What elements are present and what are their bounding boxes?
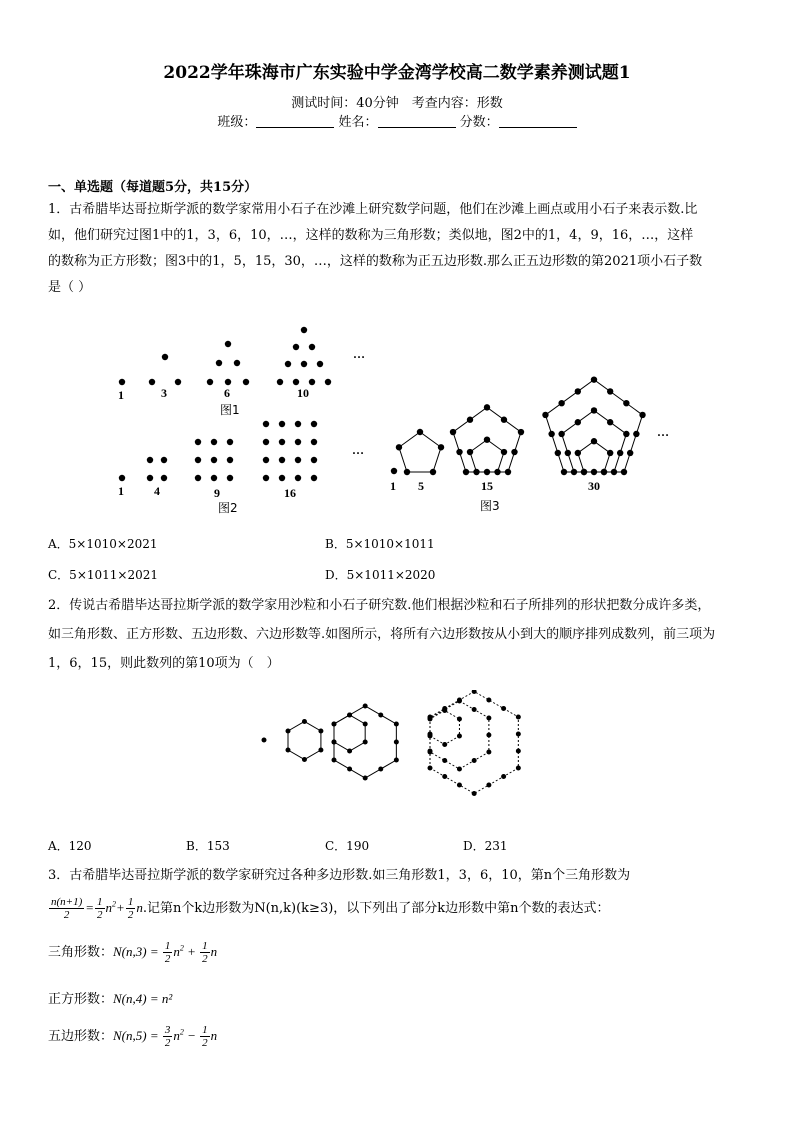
dot bbox=[286, 748, 291, 753]
dot bbox=[394, 740, 399, 745]
dot bbox=[607, 388, 613, 394]
dot bbox=[457, 767, 462, 772]
dot bbox=[591, 407, 597, 413]
dot bbox=[633, 431, 639, 437]
dot bbox=[501, 417, 507, 423]
dot bbox=[318, 748, 323, 753]
dot bbox=[542, 412, 548, 418]
q3-line-tail: .记第n个k边形数为N(n,k)(k≥3)，以下列出了部分k边形数中第n个数的表达式： bbox=[142, 901, 610, 916]
dot bbox=[627, 450, 633, 456]
figure-3-caption: 图3 bbox=[480, 499, 500, 513]
dot bbox=[548, 431, 554, 437]
class-blank[interactable] bbox=[256, 115, 334, 128]
dot bbox=[472, 791, 477, 796]
dot bbox=[262, 738, 267, 743]
dot bbox=[472, 690, 477, 694]
dot bbox=[516, 766, 521, 771]
dot bbox=[457, 783, 462, 788]
dot bbox=[119, 379, 125, 385]
q3-line: 3．古希腊毕达哥拉斯学派的数学家研究过各种多边形数.如三角形数1，3，6，10，第n个三角形数为 bbox=[48, 868, 631, 883]
label-5: 5 bbox=[418, 479, 424, 493]
dot bbox=[302, 757, 307, 762]
score-blank[interactable] bbox=[499, 115, 577, 128]
dot bbox=[332, 758, 337, 763]
q1-line: 是（ ） bbox=[48, 280, 92, 295]
dot bbox=[591, 376, 597, 382]
dot bbox=[486, 750, 491, 755]
option-a[interactable]: A．5×1010×2021 bbox=[48, 537, 158, 551]
label-1: 1 bbox=[118, 388, 124, 402]
dot bbox=[456, 449, 462, 455]
q1-figure bbox=[100, 320, 700, 520]
square-formula-expr: N(n,4) = n² bbox=[113, 991, 173, 1006]
dot bbox=[363, 722, 368, 727]
dot bbox=[486, 783, 491, 788]
dot bbox=[561, 469, 567, 475]
dot bbox=[438, 444, 444, 450]
dot bbox=[575, 419, 581, 425]
dot bbox=[511, 449, 517, 455]
dot bbox=[457, 734, 462, 739]
question-2-text bbox=[48, 593, 748, 677]
figure-1-caption: 图1 bbox=[220, 403, 240, 417]
dot bbox=[505, 469, 511, 475]
hexagonal-figure bbox=[250, 690, 550, 840]
q3-line-2: $\frac{n(n+1)}{2}$ = $\frac{1}{2}$ $n^2+$ $\frac{1}{2}$ n.记第n个k边形数为N(n,k)(k≥3)，以下列出了部分k边形数中第n个数的表达式： bbox=[51, 896, 610, 921]
option-b[interactable]: B．153 bbox=[186, 839, 230, 853]
dot bbox=[347, 713, 352, 718]
dot bbox=[430, 469, 436, 475]
dot bbox=[623, 400, 629, 406]
dot bbox=[428, 766, 433, 771]
dot bbox=[607, 450, 613, 456]
q1-line: 1．古希腊毕达哥拉斯学派的数学家常用小石子在沙滩上研究数学问题，他们在沙滩上画点或用小石子来表示数.比 bbox=[48, 202, 698, 217]
label-10: 10 bbox=[297, 386, 309, 400]
dot bbox=[575, 450, 581, 456]
dot bbox=[442, 774, 447, 779]
option-d[interactable]: D．5×1011×2020 bbox=[325, 568, 436, 582]
dot bbox=[484, 404, 490, 410]
dot bbox=[486, 698, 491, 703]
dot bbox=[555, 450, 561, 456]
ellipsis: … bbox=[352, 443, 364, 457]
dot bbox=[450, 429, 456, 435]
q2-line: 如三角形数、正方形数、五边形数、六边形数等.如图所示，将所有六边形数按从小到大的顺序排列成数列，前三项为 bbox=[48, 627, 716, 642]
test-info: 测试时间：40分钟 考查内容：形数 bbox=[291, 96, 503, 111]
dot bbox=[332, 740, 337, 745]
dot bbox=[581, 469, 587, 475]
triangular-label: 三角形数： bbox=[48, 945, 114, 960]
pentagonal-formula: 五边形数：N(n,5) = $\frac{3}{2}$ $n^2$ − $\frac{1}{2}$ n bbox=[48, 1024, 218, 1049]
q1-line: 的数称为正方形数；图3中的1，5，15，30，…，这样的数称为正五边形数.那么正五边形数的第2021项小石子数 bbox=[48, 254, 703, 269]
dot bbox=[442, 758, 447, 763]
fraction: $\frac{n(n+1)}{2}$ bbox=[51, 896, 83, 921]
dot bbox=[516, 749, 521, 754]
dot bbox=[516, 732, 521, 737]
class-label: 班级： bbox=[217, 115, 257, 130]
figure-2-square bbox=[118, 421, 364, 515]
dot bbox=[391, 468, 397, 474]
figure-1-triangular bbox=[118, 327, 365, 417]
dot bbox=[378, 767, 383, 772]
dot bbox=[575, 388, 581, 394]
dot bbox=[442, 706, 447, 711]
dot bbox=[565, 450, 571, 456]
dot bbox=[457, 717, 462, 722]
dot bbox=[486, 716, 491, 721]
triangular-formula: 三角形数：N(n,3) = $\frac{1}{2}$ $n^2$ + $\frac{1}{2}$ n bbox=[48, 940, 218, 965]
option-c[interactable]: C．5×1011×2021 bbox=[48, 568, 159, 582]
dot bbox=[394, 758, 399, 763]
dot bbox=[501, 449, 507, 455]
dot bbox=[518, 429, 524, 435]
dot bbox=[463, 469, 469, 475]
dot bbox=[396, 444, 402, 450]
dot bbox=[484, 436, 490, 442]
dot bbox=[472, 758, 477, 763]
figure-3-pentagonal bbox=[390, 376, 669, 513]
dot bbox=[428, 749, 433, 754]
dot bbox=[404, 469, 410, 475]
dot bbox=[486, 733, 491, 738]
dot bbox=[601, 469, 607, 475]
dot bbox=[378, 713, 383, 718]
dot bbox=[457, 698, 462, 703]
dot bbox=[347, 749, 352, 754]
dot bbox=[302, 719, 307, 724]
dot bbox=[417, 429, 423, 435]
square-formula bbox=[48, 988, 172, 1007]
dot bbox=[442, 742, 447, 747]
figure-2-caption: 图2 bbox=[218, 501, 238, 515]
ellipsis: … bbox=[353, 347, 365, 361]
label-6: 6 bbox=[224, 386, 230, 400]
dot bbox=[501, 774, 506, 779]
dot bbox=[363, 704, 368, 709]
dot bbox=[428, 715, 433, 720]
option-d[interactable]: D．231 bbox=[463, 839, 508, 853]
dot bbox=[467, 449, 473, 455]
square-label: 正方形数： bbox=[48, 992, 114, 1007]
q2-line: 2．传说古希腊毕达哥拉斯学派的数学家用沙粒和小石子研究数.他们根据沙粒和石子所排列的形状把数分成许多类， bbox=[48, 598, 711, 613]
dot bbox=[639, 412, 645, 418]
ellipsis: … bbox=[657, 425, 669, 439]
dot bbox=[318, 729, 323, 734]
q1-line: 如，他们研究过图1中的1，3，6，10，…，这样的数称为三角形数；类似地，图2中的1，4，9，16，…，这样 bbox=[48, 228, 694, 243]
pentagonal-label: 五边形数： bbox=[48, 1029, 114, 1044]
dot bbox=[472, 707, 477, 712]
name-label: 姓名： bbox=[338, 115, 378, 130]
student-info-line bbox=[0, 111, 794, 130]
question-3-text bbox=[48, 863, 748, 889]
section-heading: 一、单选题（每道题5分，共15分） bbox=[48, 180, 258, 195]
dot bbox=[428, 732, 433, 737]
label-9: 9 bbox=[214, 486, 220, 500]
question-1-text bbox=[48, 197, 748, 301]
label-1: 1 bbox=[118, 484, 124, 498]
dot bbox=[558, 431, 564, 437]
label-1: 1 bbox=[390, 479, 396, 493]
dot bbox=[623, 431, 629, 437]
dot bbox=[484, 469, 490, 475]
dot bbox=[332, 722, 337, 727]
dot bbox=[607, 419, 613, 425]
label-4: 4 bbox=[154, 484, 160, 498]
dot bbox=[363, 740, 368, 745]
label-3: 3 bbox=[161, 386, 167, 400]
label-15: 15 bbox=[481, 479, 493, 493]
option-a[interactable]: A．120 bbox=[48, 839, 92, 853]
dot bbox=[363, 776, 368, 781]
dot bbox=[558, 400, 564, 406]
name-blank[interactable] bbox=[378, 115, 456, 128]
score-label: 分数： bbox=[459, 115, 499, 130]
dot bbox=[591, 438, 597, 444]
label-16: 16 bbox=[284, 486, 296, 500]
page-title: 2022学年珠海市广东实验中学金湾学校高二数学素养测试题1 bbox=[163, 63, 631, 83]
dot bbox=[394, 722, 399, 727]
q2-line: 1，6，15，则此数列的第10项为（ ） bbox=[48, 656, 280, 671]
option-b[interactable]: B．5×1010×1011 bbox=[325, 537, 435, 551]
dot bbox=[617, 450, 623, 456]
dot bbox=[621, 469, 627, 475]
label-30: 30 bbox=[588, 479, 600, 493]
dot bbox=[347, 767, 352, 772]
dot bbox=[501, 706, 506, 711]
dot bbox=[467, 417, 473, 423]
dot bbox=[516, 715, 521, 720]
option-c[interactable]: C．190 bbox=[325, 839, 370, 853]
dot bbox=[286, 729, 291, 734]
